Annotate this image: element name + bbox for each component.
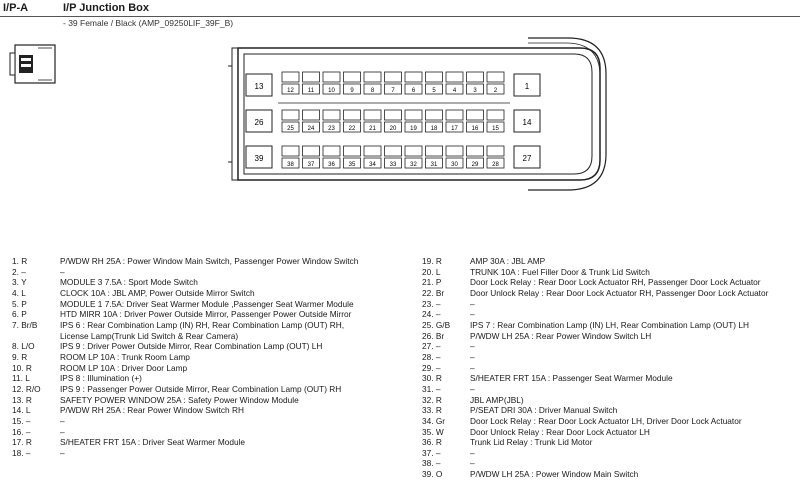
pin-number-color: 9. R: [12, 351, 28, 362]
header-divider: [0, 16, 800, 17]
pin-number-color: 31. –: [422, 383, 441, 394]
pin-description: –: [60, 266, 65, 277]
pin-number-color: 24. –: [422, 309, 441, 320]
pin-description: IPS 9 : Driver Power Outside Mirror, Rear Combination Lamp (OUT) LH: [60, 341, 323, 352]
pin-number-color: 19. R: [422, 256, 442, 266]
pin-number-label: 23: [328, 126, 335, 132]
pin-number-color: 26. Br: [422, 330, 445, 341]
pin-row: [422, 267, 768, 278]
pin-number-label: 4: [452, 88, 457, 94]
page-title: I/P Junction Box: [63, 2, 149, 14]
pin-row: [12, 448, 358, 459]
pin-number-label: 12: [287, 88, 294, 94]
pin-description: IPS 8 : Illumination (+): [60, 373, 142, 384]
svg-text:27: 27: [522, 154, 532, 163]
pin-description: –: [60, 447, 65, 458]
pin-row: [422, 352, 768, 363]
pin-number-label: 19: [410, 126, 417, 132]
pin-row: [12, 299, 358, 310]
pin-number-color: 20. L: [422, 266, 441, 277]
pin-description: P/WDW RH 25A : Rear Power Window Switch RH: [60, 405, 244, 416]
pin-number-color: 33. R: [422, 405, 442, 416]
pin-number-label: 11: [307, 88, 315, 94]
pin-number-color: 27. –: [422, 341, 441, 352]
pin-number-color: 5. P: [12, 298, 27, 309]
pin-number-label: 35: [348, 162, 356, 168]
pin-number-label: 28: [492, 162, 499, 168]
pin-number-color: 29. –: [422, 362, 441, 373]
pin-description: MODULE 1 7.5A: Driver Seat Warmer Module ,Passenger Seat Warmer Module: [60, 298, 354, 309]
pin-number-label: 25: [287, 126, 294, 132]
pin-number-label: 16: [471, 126, 479, 132]
connector-face-diagram: [228, 34, 610, 194]
pin-number-color: 2. –: [12, 266, 26, 277]
pin-row: [422, 448, 768, 459]
svg-text:26: 26: [254, 118, 264, 127]
pin-number-color: [12, 331, 60, 342]
pin-number-color: 22. Br: [422, 287, 445, 298]
pin-number-color: 32. R: [422, 394, 442, 405]
pin-description: IPS 7 : Rear Combination Lamp (IN) LH, Rear Combination Lamp (OUT) LH: [470, 319, 749, 330]
pin-row: [12, 267, 358, 278]
connector-code: I/P-A: [3, 2, 29, 14]
pin-row: [12, 331, 358, 342]
pin-description: Door Unlock Relay : Rear Door Lock Actuator RH, Passenger Door Lock Actuator: [470, 287, 769, 298]
pin-description: S/HEATER FRT 15A : Passenger Seat Warmer Module: [470, 373, 673, 384]
pin-description: –: [470, 458, 475, 469]
pin-number-label: 24: [307, 126, 315, 132]
pin-description: HTD MIRR 10A : Driver Power Outside Mirror, Passenger Power Outside Mirror: [60, 309, 352, 320]
pin-number-color: 10. R: [12, 362, 32, 373]
pin-number-label: 20: [389, 126, 397, 132]
pin-description: ROOM LP 10A : Trunk Room Lamp: [60, 351, 190, 362]
pin-number-color: 30. R: [422, 373, 442, 384]
pin-number-color: 23. –: [422, 298, 441, 309]
pin-row: [422, 299, 768, 310]
pin-row: [422, 277, 768, 288]
pin-description: TRUNK 10A : Fuel Filler Door & Trunk Lid Switch: [470, 266, 650, 277]
pin-number-label: 34: [369, 162, 376, 168]
pin-list-left: [12, 256, 358, 458]
pin-number-color: 15. –: [12, 415, 31, 426]
pin-row: [422, 373, 768, 384]
pin-row: [12, 352, 358, 363]
pin-number-label: 6: [411, 88, 416, 94]
pin-row: [422, 256, 768, 267]
pin-description: SAFETY POWER WINDOW 25A : Safety Power Window Module: [60, 394, 299, 405]
pin-number-label: 22: [348, 126, 356, 132]
pin-number-color: 38. –: [422, 458, 441, 469]
pin-description: IPS 6 : Rear Combination Lamp (IN) RH, Rear Combination Lamp (OUT) RH,: [60, 319, 345, 330]
pin-number-label: 29: [471, 162, 479, 168]
pin-row: [422, 309, 768, 320]
pin-number-color: 25. G/B: [422, 319, 451, 330]
pin-row: [422, 363, 768, 374]
pin-description: IPS 9 : Passenger Power Outside Mirror, Rear Combination Lamp (OUT) RH: [60, 383, 342, 394]
pin-number-label: 8: [370, 88, 375, 94]
pin-number-label: 15: [492, 126, 499, 132]
pin-number-color: 16. –: [12, 426, 31, 437]
svg-text:39: 39: [254, 154, 264, 163]
pin-number-label: 5: [432, 88, 436, 94]
pin-row: [12, 395, 358, 406]
pin-description: CLOCK 10A : JBL AMP, Power Outside Mirror Switch: [60, 287, 255, 298]
pin-number-color: 37. –: [422, 447, 441, 458]
pin-description: –: [470, 341, 475, 352]
pin-number-color: 14. L: [12, 405, 31, 416]
pin-row: [422, 384, 768, 395]
pin-row: [12, 405, 358, 416]
svg-text:13: 13: [254, 82, 264, 91]
pin-number-color: 1. R: [12, 256, 28, 266]
pin-description: –: [470, 298, 475, 309]
pin-number-color: 11. L: [12, 373, 30, 384]
pin-number-label: 18: [430, 126, 438, 132]
pin-description: Door Lock Relay : Rear Door Lock Actuator LH, Driver Door Lock Actuator: [470, 415, 742, 426]
pin-row: [12, 309, 358, 320]
pin-number-label: 36: [328, 162, 335, 168]
pin-number-color: 8. L/O: [12, 341, 35, 352]
small-pin-grid: [278, 72, 510, 168]
pin-number-color: 12. R/O: [12, 383, 41, 394]
pin-number-label: 30: [451, 162, 458, 168]
pin-description: –: [470, 362, 475, 373]
pin-description: –: [60, 415, 65, 426]
pin-row: [12, 373, 358, 384]
pin-number-label: 32: [410, 162, 417, 168]
pin-number-color: 36. R: [422, 437, 442, 448]
big-terminal-39: [246, 146, 272, 168]
big-terminal-27: [514, 146, 540, 168]
pin-number-label: 7: [391, 88, 395, 94]
pin-number-label: 2: [493, 88, 498, 94]
big-terminal-13: [246, 74, 272, 96]
pin-row: [422, 288, 768, 299]
pin-row: [422, 395, 768, 406]
pin-description: –: [60, 426, 65, 437]
pin-description: AMP 30A : JBL AMP: [470, 256, 546, 266]
pin-description: P/WDW LH 25A : Power Window Main Switch: [470, 469, 639, 480]
pin-description: Trunk Lid Relay : Trunk Lid Motor: [470, 437, 593, 448]
pin-row: [12, 320, 358, 331]
pin-row: [12, 384, 358, 395]
pin-number-label: 37: [307, 162, 315, 168]
pin-row: [12, 437, 358, 448]
pin-description: P/SEAT DRI 30A : Driver Manual Switch: [470, 405, 618, 416]
pin-number-color: 34. Gr: [422, 415, 446, 426]
pin-description: S/HEATER FRT 15A : Driver Seat Warmer Module: [60, 437, 246, 448]
pin-description: P/WDW LH 25A : Rear Power Window Switch LH: [470, 330, 652, 341]
pin-description: JBL AMP(JBL): [470, 394, 524, 405]
svg-text:14: 14: [522, 118, 532, 127]
pin-row: [422, 427, 768, 438]
pin-row: [422, 331, 768, 342]
pin-number-color: 18. –: [12, 447, 31, 458]
pin-number-color: 7. Br/B: [12, 319, 38, 330]
pin-row: [422, 458, 768, 469]
pin-row: [422, 437, 768, 448]
pin-description: –: [470, 351, 475, 362]
pin-number-color: 35. W: [422, 426, 444, 437]
pin-row: [12, 256, 358, 267]
pin-row: [12, 416, 358, 427]
pin-row: [422, 416, 768, 427]
pin-description: License Lamp(Trunk Lid Switch & Rear Camera): [60, 330, 239, 341]
pin-number-color: 21. P: [422, 277, 442, 288]
pin-row: [12, 427, 358, 438]
pin-description: Door Lock Relay : Rear Door Lock Actuator RH, Passenger Door Lock Actuator: [470, 277, 761, 288]
svg-text:1: 1: [524, 82, 530, 91]
pin-number-color: 17. R: [12, 437, 32, 448]
pin-number-label: 33: [389, 162, 397, 168]
connector-subtitle: - 39 Female / Black (AMP_09250LIF_39F_B): [63, 18, 234, 28]
pin-row: [12, 288, 358, 299]
pin-number-color: 6. P: [12, 309, 27, 320]
pin-description: –: [470, 383, 475, 394]
pin-number-label: 10: [328, 88, 335, 94]
pin-description: –: [470, 309, 475, 320]
pin-number-color: 13. R: [12, 394, 32, 405]
pin-row: [422, 405, 768, 416]
pin-list-right: [422, 256, 768, 480]
pin-number-label: 3: [473, 88, 477, 94]
pin-row: [12, 363, 358, 374]
pin-description: Door Unlock Relay : Rear Door Lock Actuator LH: [470, 426, 650, 437]
pin-description: P/WDW RH 25A : Power Window Main Switch, Passenger Power Window Switch: [60, 256, 359, 266]
pin-description: ROOM LP 10A : Driver Door Lamp: [60, 362, 188, 373]
pin-number-label: 38: [287, 162, 294, 168]
pin-row: [422, 469, 768, 480]
pin-description: –: [470, 447, 475, 458]
pin-row: [12, 341, 358, 352]
pin-number-color: 39. O: [422, 469, 443, 480]
pin-number-color: 3. Y: [12, 277, 27, 288]
pin-number-label: 17: [451, 126, 458, 132]
pin-row: [12, 277, 358, 288]
big-terminal-1: [514, 74, 540, 96]
pin-number-label: 31: [430, 162, 438, 168]
pin-row: [422, 341, 768, 352]
pin-number-color: 4. L: [12, 287, 26, 298]
pin-row: [422, 320, 768, 331]
pin-number-label: 9: [350, 88, 354, 94]
big-terminal-26: [246, 110, 272, 132]
pin-number-color: 28. –: [422, 351, 441, 362]
big-terminal-14: [514, 110, 540, 132]
junction-box-thumbnail-icon: [8, 40, 63, 88]
pin-number-label: 21: [369, 126, 376, 132]
pin-description: MODULE 3 7.5A : Sport Mode Switch: [60, 277, 198, 288]
